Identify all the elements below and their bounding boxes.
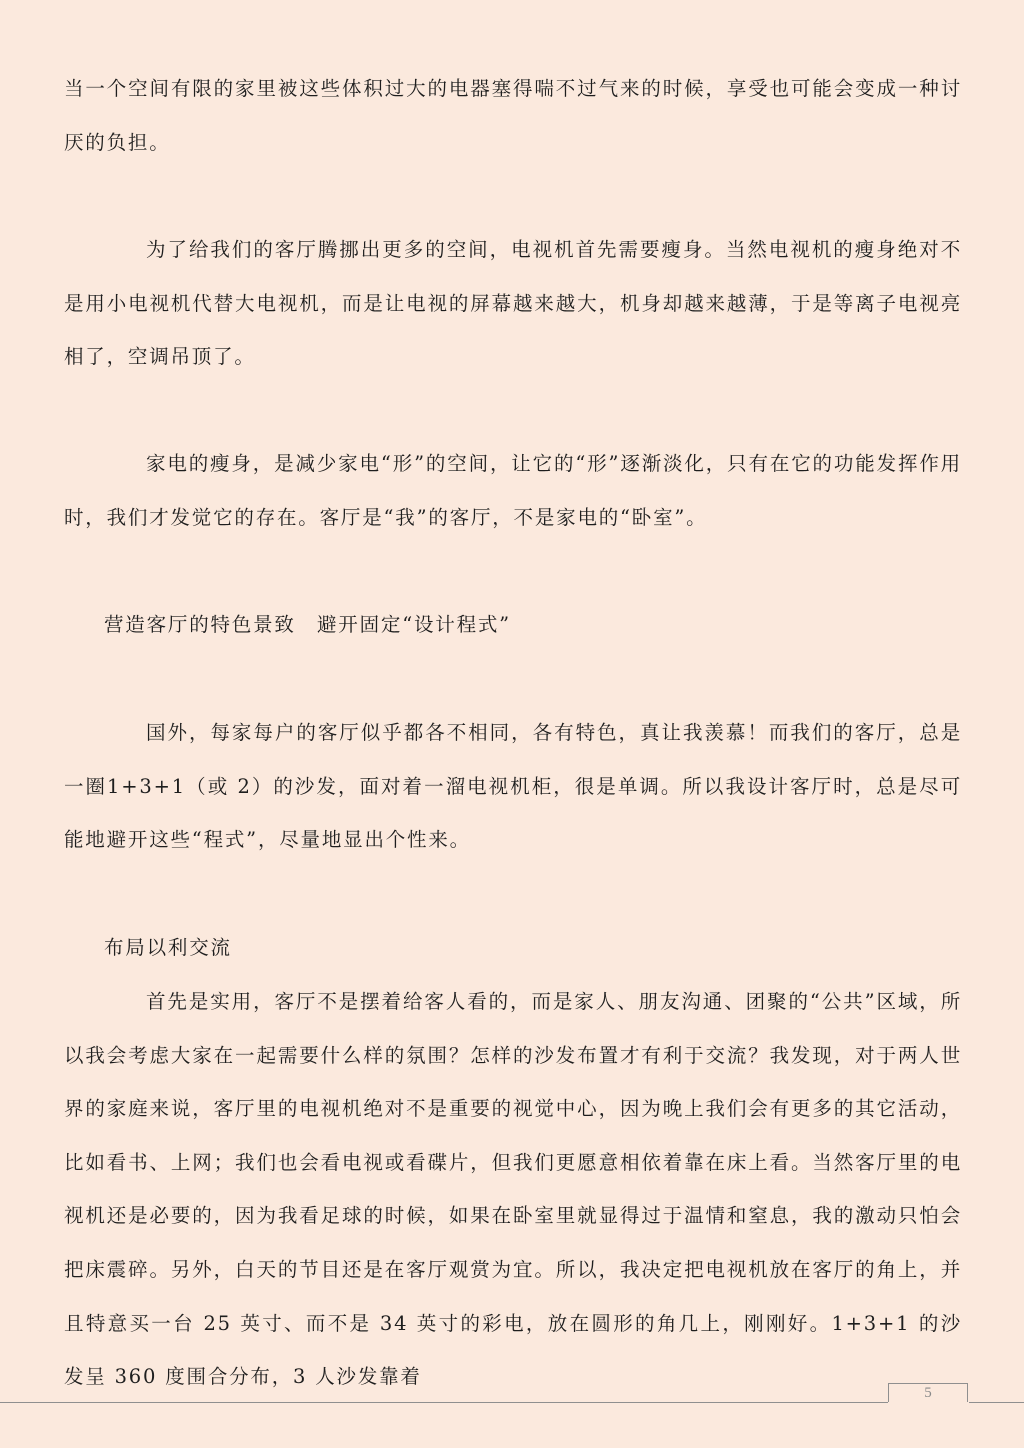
paragraph-appliance-form: 家电的瘦身，是减少家电“形”的空间，让它的“形”逐渐淡化，只有在它的功能发挥作用时，我们才发觉它的存在。客厅是“我”的客厅，不是家电的“卧室”。 (64, 452, 962, 529)
heading-living-room-features: 营造客厅的特色景致 避开固定“设计程式” (104, 613, 511, 636)
page-number: 5 (888, 1383, 968, 1402)
footer-rule-right (969, 1402, 1024, 1403)
paragraph-practical-layout: 首先是实用，客厅不是摆着给客人看的，而是家人、朋友沟通、团聚的“公共”区域，所以我会考虑大家在一起需要什么样的氛围？怎样的沙发布置才有利于交流？我发现，对于两人世界的家庭来说，客厅里的电视机绝对不是重要的视觉中心，因为晚上我们会有更多的其它活动，比如看书、上网；我们也会看电视或看碟片，但我们更愿意相依着靠在床上看。当然客厅里的电视机还是必要的，因为我看足球的时候，如果在卧室里就显得过于温情和窒息，我的激动只怕会把床震碎。另外，白天的节目还是在客厅观赏为宜。所以，我决定把电视机放在客厅的角上，并且特意买一台 25 英寸、而不是 34 英寸的彩电，放在圆形的角几上，刚刚好。1+3+1 的沙发呈 360 度围合分布，3 人沙发靠着 (64, 990, 962, 1389)
heading-layout-communication: 布局以利交流 (104, 936, 232, 959)
paragraph-tv-slimming: 为了给我们的客厅腾挪出更多的空间，电视机首先需要瘦身。当然电视机的瘦身绝对不是用小电视机代替大电视机，而是让电视的屏幕越来越大，机身却越来越薄，于是等离子电视亮相了，空调吊顶了。 (64, 238, 962, 369)
paragraph-appliance-burden: 当一个空间有限的家里被这些体积过大的电器塞得喘不过气来的时候，享受也可能会变成一种讨厌的负担。 (64, 77, 962, 154)
paragraph-foreign-living-rooms: 国外，每家每户的客厅似乎都各不相同，各有特色，真让我羡慕！而我们的客厅，总是一圈1+3+1（或 2）的沙发，面对着一溜电视机柜，很是单调。所以我设计客厅时，总是尽可能地避开这些“程式”，尽量地显出个性来。 (64, 721, 962, 852)
footer-rule-left (0, 1402, 888, 1403)
